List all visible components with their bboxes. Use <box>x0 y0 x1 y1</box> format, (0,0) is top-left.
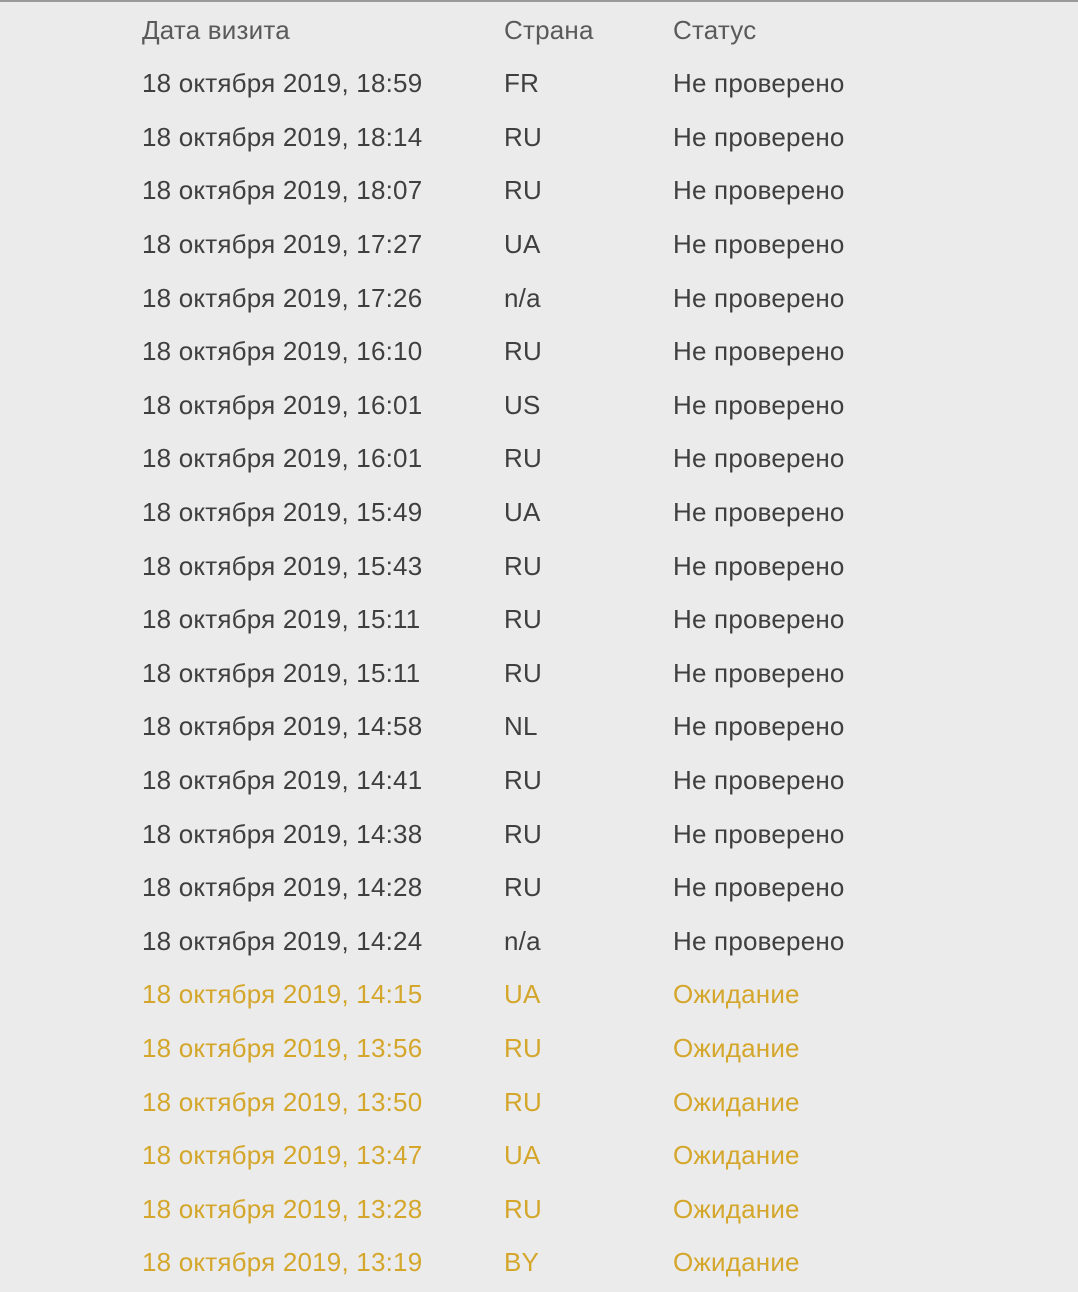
country-cell: RU <box>504 175 542 206</box>
country-cell: RU <box>504 336 542 367</box>
table-row[interactable] <box>0 754 1078 808</box>
table-row[interactable] <box>0 539 1078 593</box>
country-cell: n/a <box>504 925 541 956</box>
status-cell: Ожидание <box>673 1247 800 1278</box>
country-cell: RU <box>504 818 542 849</box>
table-row[interactable] <box>0 968 1078 1022</box>
visit-date-cell: 18 октября 2019, 18:59 <box>142 68 423 99</box>
country-cell: UA <box>504 979 541 1010</box>
table-row[interactable] <box>0 111 1078 165</box>
table-row[interactable] <box>0 700 1078 754</box>
table-row[interactable] <box>0 1129 1078 1183</box>
visit-date-cell: 18 октября 2019, 13:19 <box>142 1247 423 1278</box>
country-cell: RU <box>504 765 542 796</box>
country-cell: BY <box>504 1247 540 1278</box>
table-row[interactable] <box>0 807 1078 861</box>
country-cell: RU <box>504 872 542 903</box>
country-cell: RU <box>504 1086 542 1117</box>
table-header-row <box>0 3 1078 57</box>
status-cell: Не проверено <box>673 497 845 528</box>
table-row[interactable] <box>0 1236 1078 1290</box>
status-cell: Не проверено <box>673 711 845 742</box>
status-cell: Не проверено <box>673 818 845 849</box>
country-cell: n/a <box>504 282 541 313</box>
table-row[interactable] <box>0 218 1078 272</box>
country-cell: RU <box>504 121 542 152</box>
visit-date-cell: 18 октября 2019, 14:38 <box>142 818 423 849</box>
visit-date-cell: 18 октября 2019, 15:49 <box>142 497 423 528</box>
table-row[interactable] <box>0 861 1078 915</box>
table-row[interactable] <box>0 271 1078 325</box>
country-cell: RU <box>504 550 542 581</box>
visit-date-cell: 18 октября 2019, 17:27 <box>142 229 423 260</box>
table-row[interactable] <box>0 164 1078 218</box>
table-row[interactable] <box>0 432 1078 486</box>
status-cell: Ожидание <box>673 1140 800 1171</box>
column-header-country[interactable]: Страна <box>504 14 594 45</box>
top-divider <box>0 0 1078 2</box>
table-body <box>0 57 1078 1290</box>
status-cell: Не проверено <box>673 229 845 260</box>
status-cell: Не проверено <box>673 121 845 152</box>
table-row[interactable] <box>0 379 1078 433</box>
visit-date-cell: 18 октября 2019, 18:14 <box>142 121 423 152</box>
country-cell: RU <box>504 1032 542 1063</box>
visit-date-cell: 18 октября 2019, 17:26 <box>142 282 423 313</box>
visit-date-cell: 18 октября 2019, 16:10 <box>142 336 423 367</box>
visit-date-cell: 18 октября 2019, 15:11 <box>142 604 421 635</box>
status-cell: Не проверено <box>673 657 845 688</box>
column-header-date[interactable]: Дата визита <box>142 14 290 45</box>
visit-date-cell: 18 октября 2019, 16:01 <box>142 443 423 474</box>
table-row[interactable] <box>0 915 1078 969</box>
status-cell: Не проверено <box>673 389 845 420</box>
status-cell: Не проверено <box>673 872 845 903</box>
table-row[interactable] <box>0 1022 1078 1076</box>
country-cell: UA <box>504 229 541 260</box>
status-cell: Не проверено <box>673 765 845 796</box>
status-cell: Ожидание <box>673 979 800 1010</box>
country-cell: RU <box>504 604 542 635</box>
status-cell: Не проверено <box>673 604 845 635</box>
table-row[interactable] <box>0 57 1078 111</box>
visit-date-cell: 18 октября 2019, 13:28 <box>142 1193 423 1224</box>
column-header-status[interactable]: Статус <box>673 14 757 45</box>
visit-date-cell: 18 октября 2019, 16:01 <box>142 389 423 420</box>
status-cell: Не проверено <box>673 925 845 956</box>
country-cell: NL <box>504 711 538 742</box>
visit-date-cell: 18 октября 2019, 18:07 <box>142 175 423 206</box>
country-cell: UA <box>504 497 541 528</box>
table-row[interactable] <box>0 486 1078 540</box>
visits-table <box>0 3 1078 1290</box>
visit-date-cell: 18 октября 2019, 14:28 <box>142 872 423 903</box>
table-row[interactable] <box>0 1075 1078 1129</box>
status-cell: Не проверено <box>673 68 845 99</box>
visit-date-cell: 18 октября 2019, 14:15 <box>142 979 423 1010</box>
visit-date-cell: 18 октября 2019, 13:47 <box>142 1140 423 1171</box>
status-cell: Не проверено <box>673 443 845 474</box>
visit-date-cell: 18 октября 2019, 15:43 <box>142 550 423 581</box>
table-row[interactable] <box>0 593 1078 647</box>
status-cell: Не проверено <box>673 550 845 581</box>
status-cell: Не проверено <box>673 336 845 367</box>
visit-date-cell: 18 октября 2019, 13:50 <box>142 1086 423 1117</box>
country-cell: US <box>504 389 541 420</box>
table-row[interactable] <box>0 1182 1078 1236</box>
visit-date-cell: 18 октября 2019, 14:41 <box>142 765 423 796</box>
country-cell: FR <box>504 68 540 99</box>
status-cell: Ожидание <box>673 1032 800 1063</box>
country-cell: UA <box>504 1140 541 1171</box>
visit-date-cell: 18 октября 2019, 14:58 <box>142 711 423 742</box>
status-cell: Ожидание <box>673 1193 800 1224</box>
table-row[interactable] <box>0 647 1078 701</box>
status-cell: Не проверено <box>673 282 845 313</box>
country-cell: RU <box>504 443 542 474</box>
table-row[interactable] <box>0 325 1078 379</box>
country-cell: RU <box>504 1193 542 1224</box>
country-cell: RU <box>504 657 542 688</box>
visit-date-cell: 18 октября 2019, 13:56 <box>142 1032 423 1063</box>
status-cell: Ожидание <box>673 1086 800 1117</box>
visit-date-cell: 18 октября 2019, 15:11 <box>142 657 421 688</box>
status-cell: Не проверено <box>673 175 845 206</box>
visit-date-cell: 18 октября 2019, 14:24 <box>142 925 423 956</box>
